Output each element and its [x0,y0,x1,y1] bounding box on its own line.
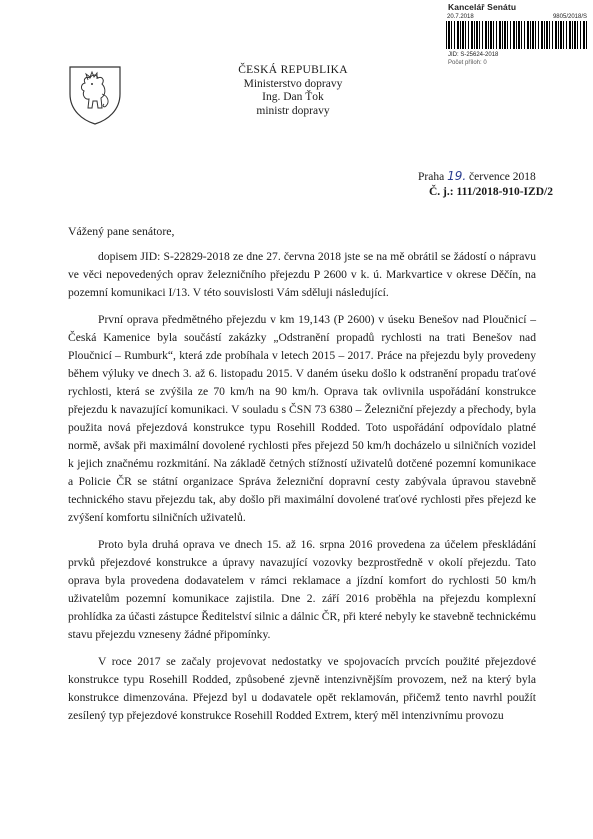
stamp-date: 20.7.2018 [447,14,474,20]
stamp-date-row [446,14,588,20]
letterhead [218,64,368,118]
salutation: Vážený pane senátore, [68,224,175,238]
letter-date [418,169,536,183]
registry-stamp [446,2,588,66]
country-name: ČESKÁ REPUBLIKA [238,64,348,76]
reference-number: Č. j.: 111/2018-910-IZD/2 [429,186,553,198]
date-day-handwritten: 19. [447,169,467,183]
paragraph: V roce 2017 se začaly projevovat nedostatky ve spojovacích prvcích použité přejezdové konstrukce typu Rosehill Rodded, způsobené zjevně intenzivnějším provozem, než na který byla konstrukce dimenzována. Přejezd byl u dodavatele opět reklamován, přičemž tento navrhl použít zesílený typ přejezdové konstrukce Rosehill Rodded Extrem, který měl intenzivnímu provozu [68,655,536,722]
date-month-year: července 2018 [469,171,536,183]
stamp-office: Kancelář Senátu [448,2,517,12]
date-place: Praha [418,171,445,183]
stamp-jid: JID: S-25624-2018 [448,52,499,58]
paragraph: Proto byla druhá oprava ve dnech 15. až 16. srpna 2016 provedena za účelem přeskládání prvků přejezdové konstrukce a úpravy navazující vozovky bezprostředně v okolí přejezdu. Tato oprava byla provedena dodavatelem v rámci reklamace a jízdní komfort do rychlosti 50 km/h uživatelům pozemní komunikace zajistila. Dne 2. září 2016 proběhla na přejezdu komplexní prohlídka za účasti zástupce Ředitelství silnic a dálnic ČR, při které nebyly ke stavebně technickému stavu přejezdu vzneseny žádné připomínky. [68,538,536,641]
minister-name: Ing. Dan Ťok [262,91,324,103]
ministry-name: Ministerstvo dopravy [243,77,343,90]
stamp-number: 9805/2018/S [552,14,587,20]
minister-role: ministr dopravy [256,104,330,117]
stamp-pages: Počet příloh: 0 [448,60,487,66]
coat-of-arms-icon [66,64,124,126]
letter-body [68,248,536,734]
paragraph: První oprava předmětného přejezdu v km 19,143 (P 2600) v úseku Benešov nad Ploučnicí – Česká Kamenice byla součástí zakázky „Odstranění propadů rychlosti na trati Benešov nad Ploučnicí – Rumburk“, která zde probíhala v letech 2015 – 2017. Práce na přejezdu byly provedeny během výluky ve dnech 3. až 6. listopadu 2015. V daném úseku došlo k odstranění propadu traťové rychlosti, která se zvýšila ze 70 km/h na 90 km/h. Oprava tak ovlivnila uspořádání konstrukce přejezdu k navazující komunikaci. V souladu s ČSN 73 6380 – Železniční přejezdy a přechody, byla použita nová přejezdová konstrukce typu Rosehill Rodded. Toto uspořádání odpovídalo platné normě, avšak při maximální dovolené rychlosti přes přejezd 50 km/h docházelo u silničních vozidel k jejich značnému rozkmitání. Na základě četných stížností uživatelů dotčené pozemní komunikace a Policie ČR se státní organizace Správa železniční dopravní cesty zabývala úpravou stavebně technického stavu přejezdu tak, aby došlo při maximální dovolené traťové rychlosti přes přejezd ke zvýšení komfortu silničních uživatelů. [68,313,536,524]
paragraph: dopisem JID: S-22829-2018 ze dne 27. června 2018 jste se na mě obrátil se žádostí o nápravu ve věci nepovedených oprav železničního přejezdu P 2600 v k. ú. Markvartice v okrese Děčín, na pozemní komunikaci I/13. V této souvislosti Vám sděluji následující. [68,250,536,299]
barcode [446,21,588,49]
